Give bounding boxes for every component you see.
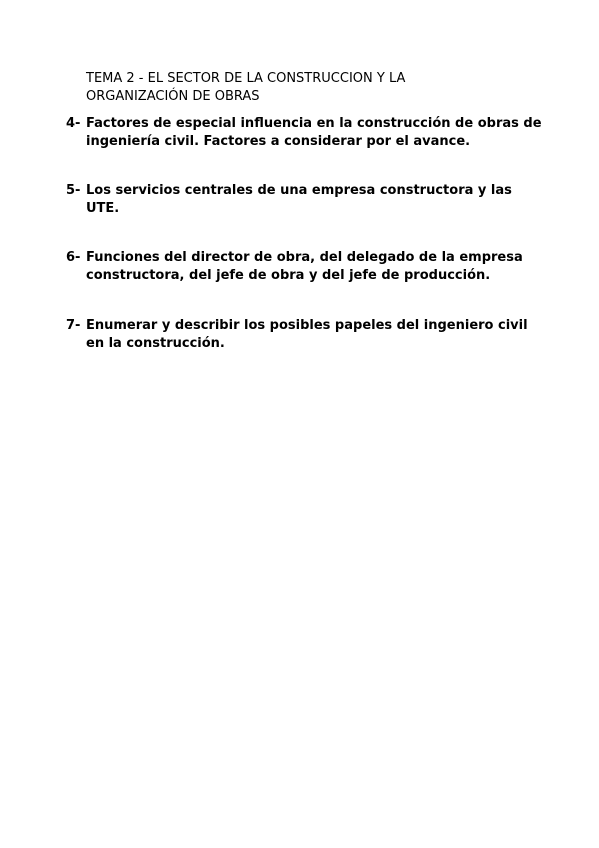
item-line: Factores de especial influencia en la construcción de obras de <box>86 116 542 131</box>
page-title <box>86 70 526 106</box>
list-item <box>66 182 526 222</box>
item-line: Funciones del director de obra, del delegado de la empresa <box>86 250 523 265</box>
item-number: 6- <box>66 250 81 265</box>
list-item <box>66 115 542 155</box>
item-number: 7- <box>66 318 81 333</box>
item-line: UTE. <box>86 200 120 216</box>
item-text <box>86 249 526 284</box>
item-line: ingeniería civil. Factores a considerar por el avance. <box>86 133 471 149</box>
list-item <box>66 317 526 357</box>
list-item <box>66 249 526 289</box>
title-line: TEMA 2 - EL SECTOR DE LA CONSTRUCCION Y LA <box>86 71 406 86</box>
item-text <box>86 115 542 150</box>
item-number: 5- <box>66 183 81 198</box>
item-text <box>86 317 526 352</box>
title-line: ORGANIZACIÓN DE OBRAS <box>86 89 260 104</box>
item-line: Los servicios centrales de una empresa constructora y las <box>86 183 512 198</box>
item-text <box>86 182 526 217</box>
item-line: en la construcción. <box>86 335 225 351</box>
item-number: 4- <box>66 116 81 131</box>
item-line: Enumerar y describir los posibles papeles del ingeniero civil <box>86 318 528 333</box>
item-line: constructora, del jefe de obra y del jefe de producción. <box>86 267 491 283</box>
